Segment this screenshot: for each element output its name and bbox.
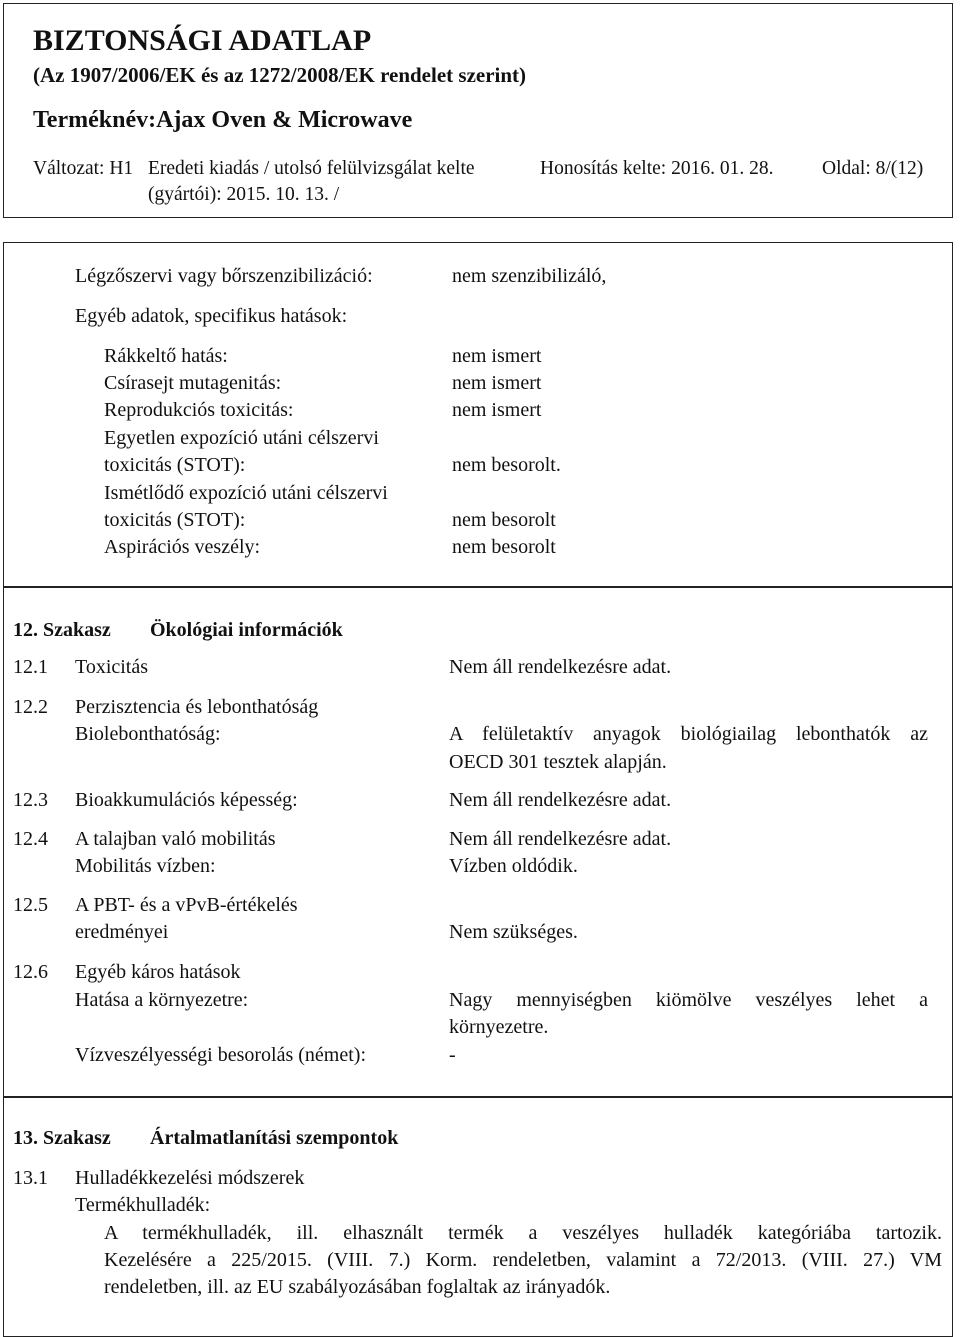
s13-1-label: Hulladékkezelési módszerek [75,1167,305,1189]
mutagenicity-label: Csírasejt mutagenitás: [104,372,282,394]
original-issue-line2: (gyártói): 2015. 10. 13. / [148,184,340,205]
stot-single-label-2: toxicitás (STOT): [104,454,246,476]
s12-2-sub-label: Biolebonthatóság: [75,723,221,745]
s12-1-label: Toxicitás [75,656,149,678]
s12-2-value-line1: A felületaktív anyagok biológiailag lebonthatók az [449,723,928,745]
sensitization-value: nem szenzibilizáló, [452,265,607,287]
stot-repeated-label-1: Ismétlődő expozíció utáni célszervi [104,482,388,504]
aspiration-value: nem besorolt [452,536,556,558]
sensitization-label: Légzőszervi vagy bőrszenzibilizáció: [75,265,373,287]
s12-4-sub-label: Mobilitás vízben: [75,855,216,877]
s13-1-number: 13.1 [13,1167,48,1189]
s12-4-sub-value: Vízben oldódik. [449,855,578,877]
aspiration-label: Aspirációs veszély: [104,536,261,558]
reproductive-value: nem ismert [452,399,542,421]
s12-5-label-line2: eredményei [75,921,169,943]
s12-6-sub-label: Hatása a környezetre: [75,989,249,1011]
s12-5-label-line1: A PBT- és a vPvB-értékelés [75,894,298,916]
s12-2-label: Perzisztencia és lebonthatóság [75,696,319,718]
water-hazard-value: - [449,1044,456,1066]
s12-4-value: Nem áll rendelkezésre adat. [449,828,672,850]
s12-3-number: 12.3 [13,789,48,811]
s12-5-value: Nem szükséges. [449,921,578,943]
s12-2-value-line2: OECD 301 tesztek alapján. [449,751,667,773]
s12-5-number: 12.5 [13,894,48,916]
carcinogenicity-value: nem ismert [452,345,542,367]
section13-number: 13. Szakasz [13,1127,111,1149]
waste-text-line3: rendeletben, ill. az EU szabályozásában foglaltak az irányadók. [104,1276,611,1298]
waste-label: Termékhulladék: [75,1194,211,1216]
s12-1-value: Nem áll rendelkezésre adat. [449,656,672,678]
version: Változat: H1 [33,158,134,179]
s12-2-number: 12.2 [13,696,48,718]
waste-text-line2: Kezelésére a 225/2015. (VIII. 7.) Korm. rendeletben, valamint a 72/2013. (VIII. 27.) VM [104,1249,942,1271]
waste-text-line1: A termékhulladék, ill. elhasznált termék a veszélyes hulladék kategóriába tartozik. [104,1222,942,1244]
mutagenicity-value: nem ismert [452,372,542,394]
original-issue-line1: Eredeti kiadás / utolsó felülvizsgálat kelte [148,158,475,179]
section13-title: Ártalmatlanítási szempontok [150,1127,399,1149]
water-hazard-label: Vízveszélyességi besorolás (német): [75,1044,367,1066]
stot-repeated-value: nem besorolt [452,509,556,531]
stot-single-label-1: Egyetlen expozíció utáni célszervi [104,427,379,449]
carcinogenicity-label: Rákkeltő hatás: [104,345,228,367]
section12-number: 12. Szakasz [13,619,111,641]
s12-4-label: A talajban való mobilitás [75,828,276,850]
s12-3-label: Bioakkumulációs képesség: [75,789,298,811]
s12-3-value: Nem áll rendelkezésre adat. [449,789,672,811]
s12-6-number: 12.6 [13,961,48,983]
document-title: BIZTONSÁGI ADATLAP [33,24,372,57]
product-label: Terméknév: [33,107,157,133]
s12-6-value-line2: környezetre. [449,1016,549,1038]
stot-repeated-label-2: toxicitás (STOT): [104,509,246,531]
reproductive-label: Reprodukciós toxicitás: [104,399,294,421]
product-name: Ajax Oven & Microwave [156,107,413,133]
section12-title: Ökológiai információk [150,619,343,641]
section13-box [3,1097,953,1337]
other-info-label: Egyéb adatok, specifikus hatások: [75,305,348,327]
stot-single-value: nem besorolt. [452,454,561,476]
s12-6-value-line1: Nagy mennyiségben kiömölve veszélyes lehet a [449,989,928,1011]
localization-date: Honosítás kelte: 2016. 01. 28. [540,158,774,179]
page-number: Oldal: 8/(12) [822,158,924,179]
s12-4-number: 12.4 [13,828,48,850]
s12-6-label: Egyéb káros hatások [75,961,241,983]
product-name-line [33,107,412,134]
regulation-subtitle: (Az 1907/2006/EK és az 1272/2008/EK rendelet szerint) [33,63,527,87]
s12-1-number: 12.1 [13,656,48,678]
